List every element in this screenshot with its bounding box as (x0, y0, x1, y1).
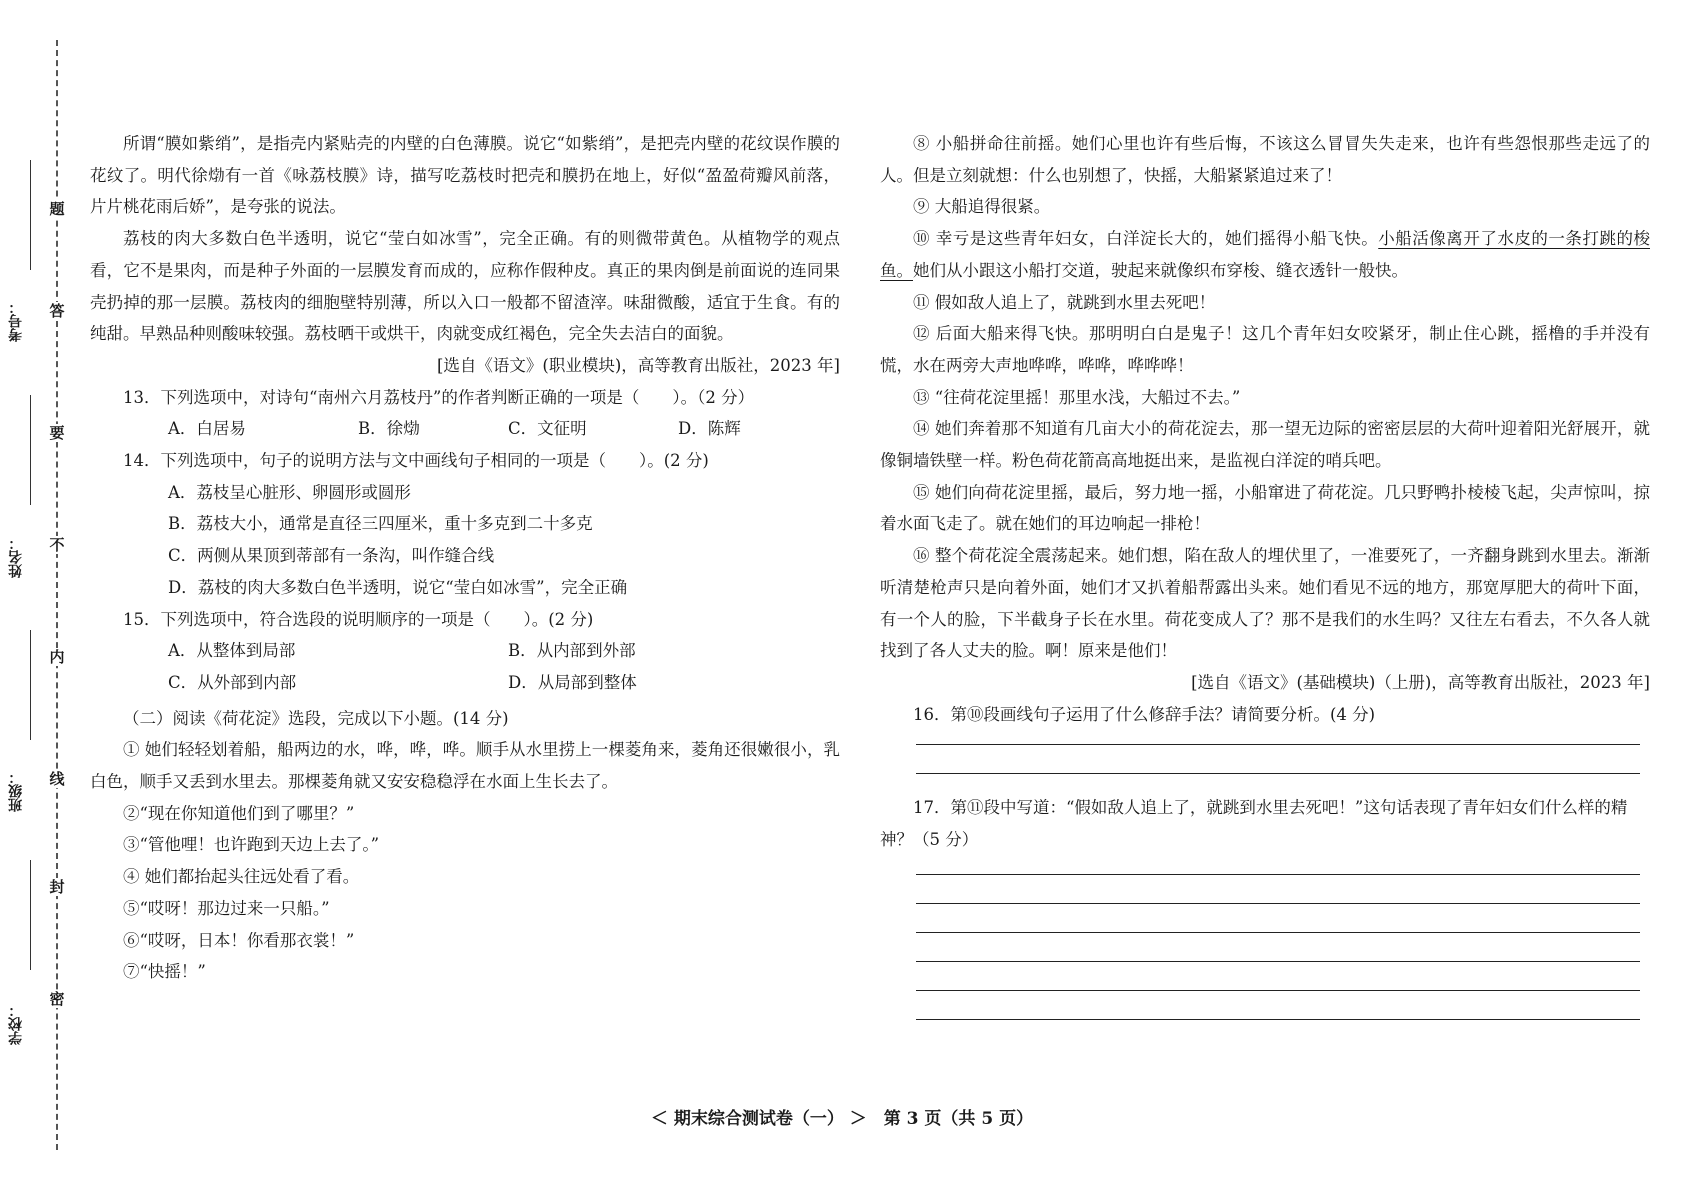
field-label-name: 姓名： (8, 536, 24, 578)
paragraph-text: ⑩ 幸亏是这些青年妇女，白洋淀长大的，她们摇得小船飞快。 (913, 229, 1379, 249)
seal-word: 不 (49, 536, 65, 554)
answer-line[interactable] (916, 874, 1640, 875)
passage-paragraph: 所谓“膜如紫绡”，是指壳内紧贴壳的内壁的白色薄膜。说它“如紫绡”，是把壳内壁的花纹误作膜的花纹了。明代徐𤊹有一首《咏荔枝膜》诗，描写吃荔枝时把壳和膜扔在地上，好似“盈盈荷瓣风前落，片片桃花雨后娇”，是夸张的说法。 (90, 134, 840, 217)
question-15: 15．下列选项中，符合选段的说明顺序的一项是（ ）。(2 分) (123, 609, 594, 629)
passage-paragraph: ⑫ 后面大船来得飞快。那明明白白是鬼子！这几个青年妇女咬紧牙，制止住心跳，摇橹的手并没有慌，水在两旁大声地哗哗，哗哗，哗哗哗！ (880, 324, 1650, 375)
passage-paragraph: ⑬ “往荷花淀里摇！那里水浅，大船过不去。” (913, 387, 1241, 407)
passage-paragraph: ③“管他哩！也许跑到天边上去了。” (123, 835, 380, 855)
option-c[interactable]: C．两侧从果顶到蒂部有一条沟，叫作缝合线 (168, 546, 495, 566)
option-b[interactable]: B．从内部到外部 (508, 641, 636, 661)
option-a[interactable]: A．从整体到局部 (168, 641, 296, 661)
question-14: 14．下列选项中，句子的说明方法与文中画线句子相同的一项是（ ）。(2 分) (123, 451, 709, 471)
question-15-options (90, 635, 840, 667)
question-17: 17．第⑪段中写道：“假如敌人追上了，就跳到水里去死吧！”这句话表现了青年妇女们什么样的精神？（5 分） (880, 798, 1628, 850)
passage-paragraph-10 (880, 223, 1650, 286)
option-a[interactable]: A．荔枝呈心脏形、卵圆形或圆形 (168, 482, 411, 502)
passage-paragraph: ⑮ 她们向荷花淀里摇，最后，努力地一摇，小船窜进了荷花淀。几只野鸭扑棱棱飞起，尖声惊叫，掠着水面飞走了。就在她们的耳边响起一排枪！ (880, 482, 1650, 534)
seal-word: 要 (49, 424, 65, 442)
left-column (90, 128, 840, 988)
passage-paragraph: 荔枝的肉大多数白色半透明，说它“莹白如冰雪”，完全正确。有的则微带黄色。从植物学的观点看，它不是果肉，而是种子外面的一层膜发育而成的，应称作假种皮。真正的果肉倒是前面说的连同果壳扔掉的那一层膜。荔枝肉的细胞壁特别薄，所以入口一般都不留渣滓。味甜微酸，适宜于生食。有的纯甜。早熟品种则酸味较强。荔枝晒干或烘干，肉就变成红褐色，完全失去洁白的面貌。 (90, 229, 840, 344)
passage-paragraph: ⑪ 假如敌人追上了，就跳到水里去死吧！ (913, 292, 1216, 312)
underlined-sentence: 小船活像离开了水皮的一条打跳的梭鱼。 (880, 229, 1650, 280)
question-15-options (90, 667, 840, 699)
field-line (30, 630, 31, 740)
seal-word: 线 (49, 770, 65, 788)
field-line (30, 395, 31, 505)
passage-paragraph: ④ 她们都抬起头往远处看了看。 (123, 867, 360, 887)
seal-word: 答 (49, 302, 65, 320)
answer-line[interactable] (916, 932, 1640, 933)
answer-line[interactable] (916, 1019, 1640, 1020)
option-c[interactable]: C．文征明 (508, 419, 587, 439)
answer-line[interactable] (916, 961, 1640, 962)
page-footer: ＜ 期末综合测试卷（一） ＞ 第 3 页（共 5 页） (650, 1109, 1034, 1129)
passage-paragraph: ⑤“哎呀！那边过来一只船。” (123, 898, 330, 918)
passage-paragraph: ⑯ 整个荷花淀全震荡起来。她们想，陷在敌人的埋伏里了，一准要死了，一齐翻身跳到水里去。渐渐听清楚枪声只是向着外面，她们才又扒着船帮露出头来。她们看见不远的地方，那宽厚肥大的荷叶下面，有一个人的脸，下半截身子长在水里。荷花变成人了？那不是我们的水生吗？又往左右看去，不久各人就找到了各人丈夫的脸。啊！原来是他们！ (880, 546, 1650, 661)
binding-gutter (0, 0, 92, 1190)
field-label-class: 班级： (8, 770, 24, 812)
option-d[interactable]: D．陈辉 (678, 419, 741, 439)
option-d[interactable]: D．从局部到整体 (508, 672, 637, 692)
option-a[interactable]: A．白居易 (168, 419, 246, 439)
question-13: 13．下列选项中，对诗句“南州六月荔枝丹”的作者判断正确的一项是（ ）。（2 分） (123, 387, 755, 407)
answer-line[interactable] (916, 773, 1640, 774)
option-b[interactable]: B．荔枝大小，通常是直径三四厘米，重十多克到二十多克 (168, 514, 593, 534)
seal-word: 内 (49, 648, 65, 666)
passage-paragraph: ⑭ 她们奔着那不知道有几亩大小的荷花淀去，那一望无边际的密密层层的大荷叶迎着阳光舒展开，就像铜墙铁壁一样。粉色荷花箭高高地挺出来，是监视白洋淀的哨兵吧。 (880, 419, 1650, 471)
field-line (30, 160, 31, 270)
passage-paragraph: ⑦“快摇！” (123, 962, 206, 982)
paragraph-text: 她们从小跟这小船打交道，驶起来就像织布穿梭、缝衣透针一般快。 (913, 260, 1408, 280)
option-c[interactable]: C．从外部到内部 (168, 672, 297, 692)
section-2-heading: （二）阅读《荷花淀》选段，完成以下小题。(14 分) (123, 708, 509, 728)
source-citation: [选自《语文》(职业模块)，高等教育出版社，2023 年] (437, 355, 840, 375)
option-b[interactable]: B．徐𤊹 (358, 419, 420, 439)
answer-line[interactable] (916, 990, 1640, 991)
passage-paragraph: ⑧ 小船拼命往前摇。她们心里也许有些后悔，不该这么冒冒失失走来，也许有些怨恨那些走远了的人。但是立刻就想：什么也别想了，快摇，大船紧紧追过来了！ (880, 134, 1650, 185)
answer-line[interactable] (916, 903, 1640, 904)
seal-word: 密 (49, 990, 65, 1008)
source-citation: [选自《语文》(基础模块)（上册)，高等教育出版社，2023 年] (1191, 672, 1650, 692)
passage-paragraph: ⑨ 大船追得很紧。 (913, 197, 1051, 217)
question-13-options (90, 413, 840, 445)
question-16: 16．第⑩段画线句子运用了什么修辞手法？请简要分析。(4 分) (913, 704, 1376, 724)
right-column (880, 128, 1650, 1020)
passage-paragraph: ②“现在你知道他们到了哪里？” (123, 803, 355, 823)
answer-line[interactable] (916, 744, 1640, 745)
seal-word: 题 (49, 200, 65, 218)
seal-word: 封 (49, 878, 65, 896)
option-d[interactable]: D．荔枝的肉大多数白色半透明，说它“莹白如冰雪”，完全正确 (168, 577, 628, 597)
passage-paragraph: ⑥“哎呀，日本！你看那衣裳！” (123, 930, 355, 950)
field-label-school: 学校： (8, 1003, 24, 1045)
field-label-exam-no: 考号： (8, 300, 24, 342)
passage-paragraph: ① 她们轻轻划着船，船两边的水，哗，哗，哗。顺手从水里捞上一棵菱角来，菱角还很嫩很小，乳白色，顺手又丢到水里去。那棵菱角就又安安稳稳浮在水面上生长去了。 (90, 740, 840, 792)
field-line (30, 860, 31, 970)
